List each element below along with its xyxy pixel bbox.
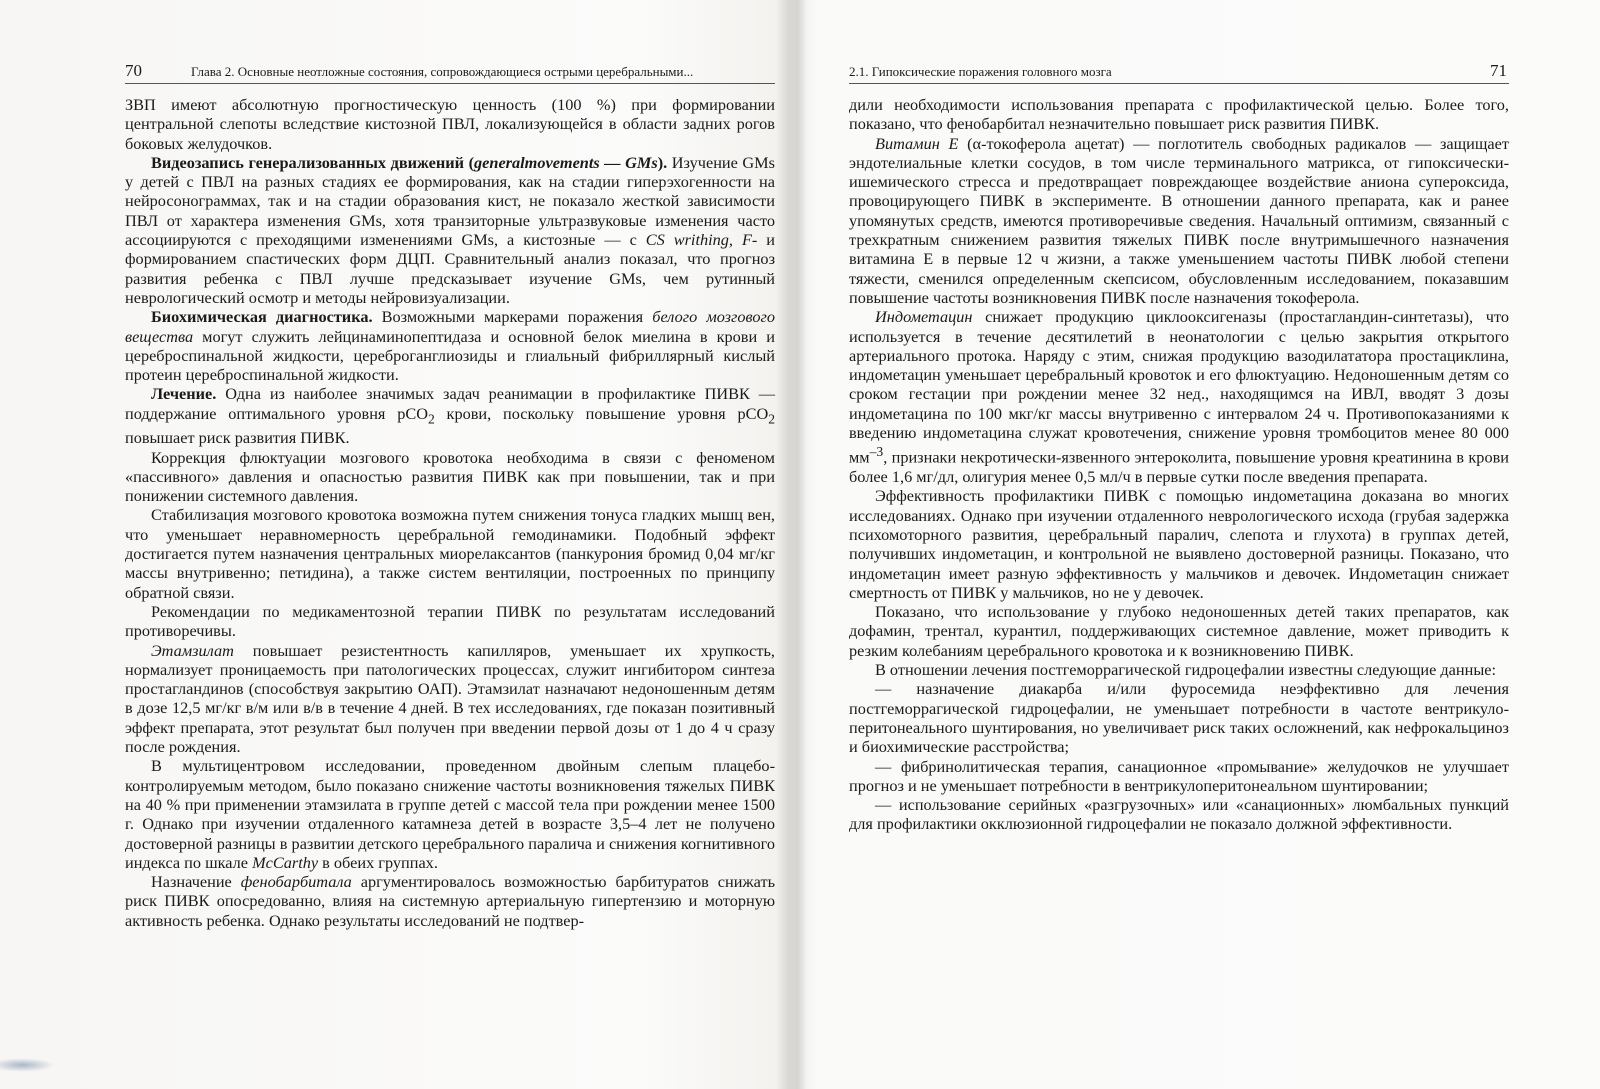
paragraph: В отношении лечения постгеморрагической гидроцефалии известны следующие данные:: [875, 660, 1497, 680]
paragraph: Этамзилат повышает резистентность капилляров, уменьшает их хрупкость, нормализует проницаемость при патологических процессах, служит ингибитором синтеза простагландинов (способствуя закрытию ОАП). Этамзилат назначают недоношенным детям в дозе 12,5 мг/кг в/м или в/в в течение 4 дней. В тех исследованиях, где показан позитивный эффект препарата, этот результат был получен при введении первой дозы от 1 до 4 ч сразу после рождения.: [125, 640, 775, 757]
page-body: [849, 95, 1509, 834]
paragraph: Рекомендации по медикаментозной терапии ПИВК по результатам исследований противоречивы.: [125, 601, 775, 641]
running-head: [125, 57, 775, 84]
paragraph: дили необходимости использования препарата с профилактической целью. Более того, показано, что фенобарбитал незначительно повышает риск развития ПИВК.: [849, 95, 1509, 134]
paragraph: ЗВП имеют абсолютную прогностическую ценность (100 %) при формировании центральной слепоты вследствие кистозной ПВЛ, локализующейся в области задних рогов боковых желудочков.: [125, 95, 775, 153]
right-page: [849, 0, 1509, 1089]
paragraph: Назначение фенобарбитала аргументировалось возможностью барбитуратов снижать риск ПИВК опосредованно, влияя на системную артериальную гипертензию и моторную активность ребенка. Однако результаты исследований не подтвер-: [125, 872, 775, 930]
paragraph: В мультицентровом исследовании, проведенном двойным слепым плацебо-контролируемым методом, было показано снижение частоты возникновения тяжелых ПИВК на 40 % при применении этамзилата в группе детей с массой тела при рождении менее 1500 г. Однако при изучении отдаленного катамнеза детей в возрасте 3,5–4 лет не получено достоверной разницы в развитии детского церебрального паралича и снижения когнитивного индекса по шкале McCarthy в обеих группах.: [125, 756, 775, 872]
left-page: [125, 0, 775, 1089]
running-title: Глава 2. Основные неотложные состояния, сопровождающиеся острыми церебральными...: [191, 64, 694, 79]
paragraph: Витамин Е (α-токоферола ацетат) — поглотитель свободных радикалов — защищает эндотелиальные клетки сосудов, в том числе терминального матрикса, от гипоксически-ишемического стресса и предотвращает повреждающее воздействие аниона супероксида, провоцирующего ПИВК в эксперименте. В отношении данного препарата, как и ранее упомянутых средств, имеются противоречивые сведения. Начальный оптимизм, связанный с трехкратным снижением развития тяжелых ПИВК после внутримышечного назначения витамина Е в первые 12 ч жизни, а также уменьшением частоты ПИВК любой степени тяжести, сменился определенным скепсисом, обусловленным исследованием, показавшим повышение частоты возникновения ПИВК после назначения токоферола.: [849, 133, 1509, 307]
paragraph: Эффективность профилактики ПИВК с помощью индометацина доказана во многих исследованиях. Однако при изучении отдаленного неврологического исхода (грубая задержка психомоторного развития, церебральный паралич, слепота и глухота) в группах детей, получивших индометацин, и контрольной не выявлено достоверной разницы. Показано, что индометацин имеет разную эффективность у мальчиков и девочек. Индометацин снижает смертность от ПИВК у мальчиков, но не у девочек.: [849, 486, 1509, 602]
page-body: [125, 95, 775, 930]
ink-blot: [0, 1058, 55, 1072]
paragraph: Показано, что использование у глубоко недоношенных детей таких препаратов, как дофамин, трентал, курантил, поддерживающих системное давление, может приводить к резким колебаниям церебрального кровотока и к возникновению ПИВК.: [849, 602, 1509, 660]
paragraph: Коррекция флюктуации мозгового кровотока необходима в связи с феноменом «пассивного» давления и опасностью развития ПИВК как при повышении, так и при понижении системного давления.: [125, 447, 775, 506]
running-title: 2.1. Гипоксические поражения головного мозга: [849, 64, 1112, 79]
book-gutter: [789, 0, 807, 1089]
paragraph: Стабилизация мозгового кровотока возможна путем снижения тонуса гладких мышц вен, что уменьшает неравномерность церебральной гемодинамики. Подобный эффект достигается путем назначения центральных миорелаксантов (панкурония бромид 0,04 мг/кг массы внутривенно; петидина), а также систем вентиляции, построенных по принципу обратной связи.: [125, 505, 775, 602]
list-item: — фибринолитическая терапия, санационное «промывание» желудочков не улучшает прогноз и не уменьшает потребности в вентрикулоперитонеальном шунтировании;: [849, 756, 1509, 795]
page-number: 71: [1490, 61, 1507, 80]
paragraph: Биохимическая диагностика. Возможными маркерами поражения белого мозгового вещества могут служить лейцинаминопептидаза и основной белок миелина в крови и цереброспинальной жидкости, цереброганглиозиды и глиальный фибриллярный кислый протеин цереброспинальной жидкости.: [125, 307, 775, 385]
running-head: [849, 57, 1509, 84]
list-item: — назначение диакарба и/или фуросемида неэффективно для лечения постгеморрагической гидроцефалии, не уменьшает потребности в частоте вентрикуло-перитонеального шунтирования, но увеличивает риск таких осложнений, как нефрокальциноз и биохимические расстройства;: [849, 679, 1509, 757]
paragraph: Лечение. Одна из наиболее значимых задач реанимации в профилактике ПИВК — поддержание оптимального уровня pCO$_2$ крови, поскольку повышение уровня pCO$_2$ повышает риск развития ПИВК.: [125, 384, 775, 448]
page-number: 70: [125, 61, 142, 80]
list-item: — использование серийных «разгрузочных» или «санационных» люмбальных пункций для профилактики окклюзионной гидроцефалии не показало должной эффективности.: [849, 795, 1509, 834]
section-heading: Биохимическая диагностика.: [151, 307, 373, 327]
paragraph: Индометацин снижает продукцию циклооксигеназы (простагландин-синтетазы), что используется в течение десятилетий в неонатологии с целью закрытия открытого артериального протока. Наряду с этим, снижая продукцию вазодилататора простациклина, индометацин уменьшает церебральный кровоток и его флюктуацию. Недоношенным детям со сроком гестации при рождении менее 32 нед., находящимся на ИВЛ, вводят 3 дозы индометацина по 100 мкг/кг массы внутривенно с интервалом 24 ч. Противопоказаниями к введению индометацина служат кровотечения, снижение уровня тромбоцитов менее 80 000 $мм^{-3}$, признаки некротически-язвенного энтероколита, повышение уровня креатинина в крови более 1,6 мг/дл, олигурия менее 0,5 мл/ч в первые сутки после введения препарата.: [849, 307, 1509, 487]
section-heading: Видеозапись генерализованных движений (generalmovements — GMs).: [151, 152, 668, 172]
section-heading: Лечение.: [151, 384, 217, 404]
paragraph: Видеозапись генерализованных движений (generalmovements — GMs). Изучение GMs у детей с ПВЛ на разных стадиях ее формирования, как на стадии гиперэхогенности на нейросонограммах, так и на стадии образования кист, не показало жесткой зависимости ПВЛ от характера изменения GMs, хотя транзиторные ультразвуковые изменения часто ассоциируются с преходящими изменениями GMs, а кистозные — с CS writhing, F- и формированием спастических форм ДЦП. Сравнительный анализ показал, что прогноз развития ребенка с ПВЛ лучше предсказывает изучение GMs, чем рутинный неврологический осмотр и методы нейровизуализации.: [125, 152, 775, 307]
